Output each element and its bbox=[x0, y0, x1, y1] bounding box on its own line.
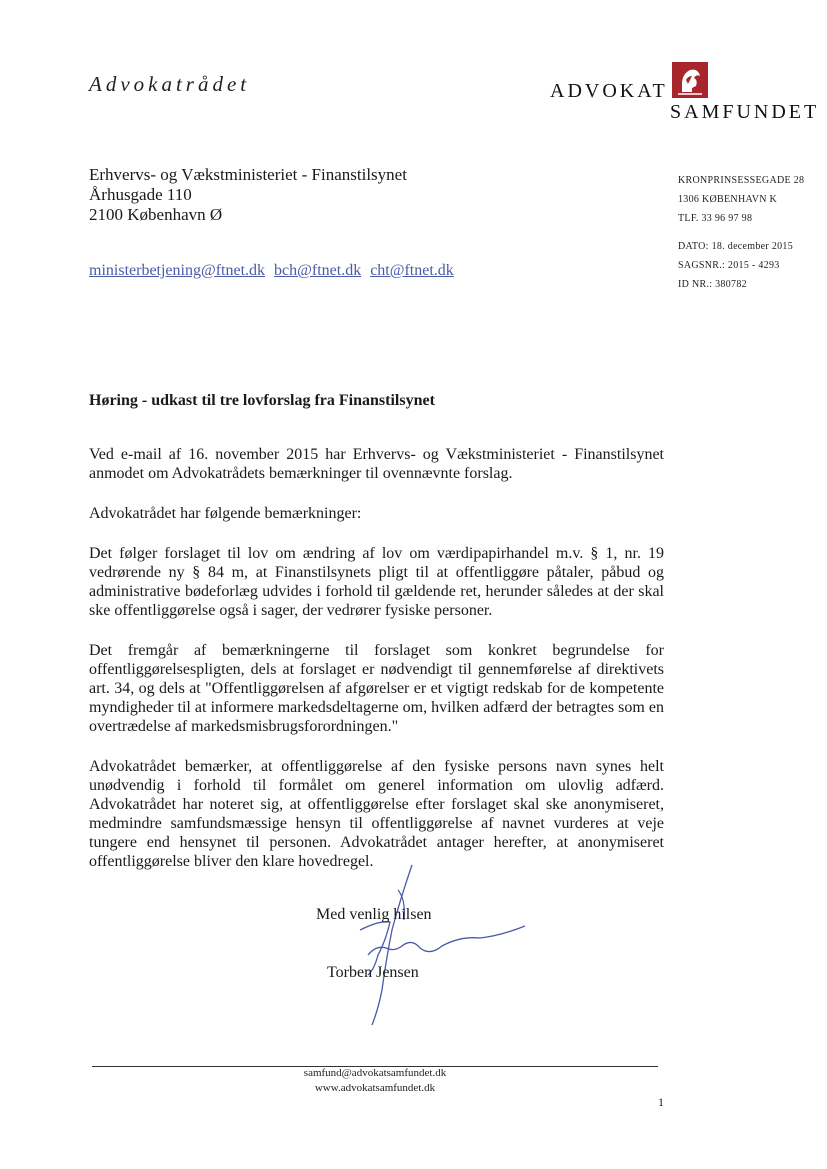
body-paragraph: Advokatrådet bemærker, at offentliggørelse af den fysiske persons navn synes helt unødvendig i forhold til formålet om generel information om ulovlig adfærd. Advokatrådet har noteret sig, at offentliggørelse efter forslaget skal ske anonymiseret, medmindre samfundsmæssige hensyn til offentliggørelse af navnet vurderes at veje tungere end hensynet til personen. Advokatrådet antager herefter, at anonymiseret offentliggørelse bliver den klare hovedregel. bbox=[89, 758, 664, 870]
sender-phone: TLF. 33 96 97 98 bbox=[678, 213, 753, 224]
letter-date: DATO: 18. december 2015 bbox=[678, 241, 794, 252]
page-number: 1 bbox=[658, 1095, 664, 1109]
id-number: ID NR.: 380782 bbox=[678, 279, 747, 290]
body-paragraph: Advokatrådet har følgende bemærkninger: bbox=[89, 505, 362, 522]
letter-body bbox=[89, 445, 664, 892]
email-link-ministerbetjening[interactable]: ministerbetjening@ftnet.dk bbox=[89, 262, 266, 279]
signer-name: Torben Jensen bbox=[327, 964, 419, 981]
logo-text-samfundet: SAMFUNDET bbox=[670, 101, 820, 123]
sender-info bbox=[678, 171, 804, 294]
letter-subject: Høring - udkast til tre lovforslag fra Finanstilsynet bbox=[89, 392, 435, 409]
sender-city: 1306 KØBENHAVN K bbox=[678, 194, 778, 205]
footer-email[interactable]: samfund@advokatsamfundet.dk bbox=[303, 1067, 447, 1079]
footer bbox=[92, 1066, 658, 1096]
sender-address: KRONPRINSESSEGADE 28 bbox=[678, 175, 805, 186]
handwritten-signature bbox=[320, 860, 530, 1030]
body-paragraph: Ved e-mail af 16. november 2015 har Erhvervs- og Vækstministeriet - Finanstilsynet anmodet om Advokatrådets bemærkninger til ovennævnte forslag. bbox=[89, 446, 664, 482]
body-paragraph: Det følger forslaget til lov om ændring af lov om værdipapirhandel m.v. § 1, nr. 19 vedrørende ny § 84 m, at Finanstilsynets pligt til at offentliggøre påtaler, påbud og administrative bødeforlæg udvides i forhold til gældende ret, herunder således at der skal ske offentliggørelse også i sager, der vedrører fysiske personer. bbox=[89, 545, 664, 619]
recipient-address bbox=[89, 165, 407, 225]
recipient-line: Århusgade 110 bbox=[89, 185, 192, 204]
closing-greeting: Med venlig hilsen bbox=[316, 906, 432, 923]
recipient-line: 2100 København Ø bbox=[89, 205, 223, 224]
email-link-cht[interactable]: cht@ftnet.dk bbox=[370, 262, 454, 279]
logo-text-advokat: ADVOKAT bbox=[550, 80, 668, 102]
email-link-bch[interactable]: bch@ftnet.dk bbox=[274, 262, 362, 279]
case-number: SAGSNR.: 2015 - 4293 bbox=[678, 260, 780, 271]
advokatsamfundet-logo-icon bbox=[672, 62, 708, 98]
recipient-line: Erhvervs- og Vækstministeriet - Finanstilsynet bbox=[89, 165, 407, 184]
organization-name: Advokatrådet bbox=[89, 72, 251, 96]
spacer bbox=[678, 228, 804, 237]
recipient-emails bbox=[89, 262, 459, 280]
footer-website[interactable]: www.advokatsamfundet.dk bbox=[314, 1082, 436, 1094]
body-paragraph: Det fremgår af bemærkningerne til forslaget som konkret begrundelse for offentliggørelsespligten, dels at forslaget er nødvendigt til gennemførelse af direktivets art. 34, og dels at "Offentliggørelsen af afgørelser er et vigtigt redskab for de kompetente myndigheder til at informere markedsdeltagerne om, hvilken adfærd der betragtes som en overtrædelse af markedsmisbrugsforordningen." bbox=[89, 642, 664, 735]
